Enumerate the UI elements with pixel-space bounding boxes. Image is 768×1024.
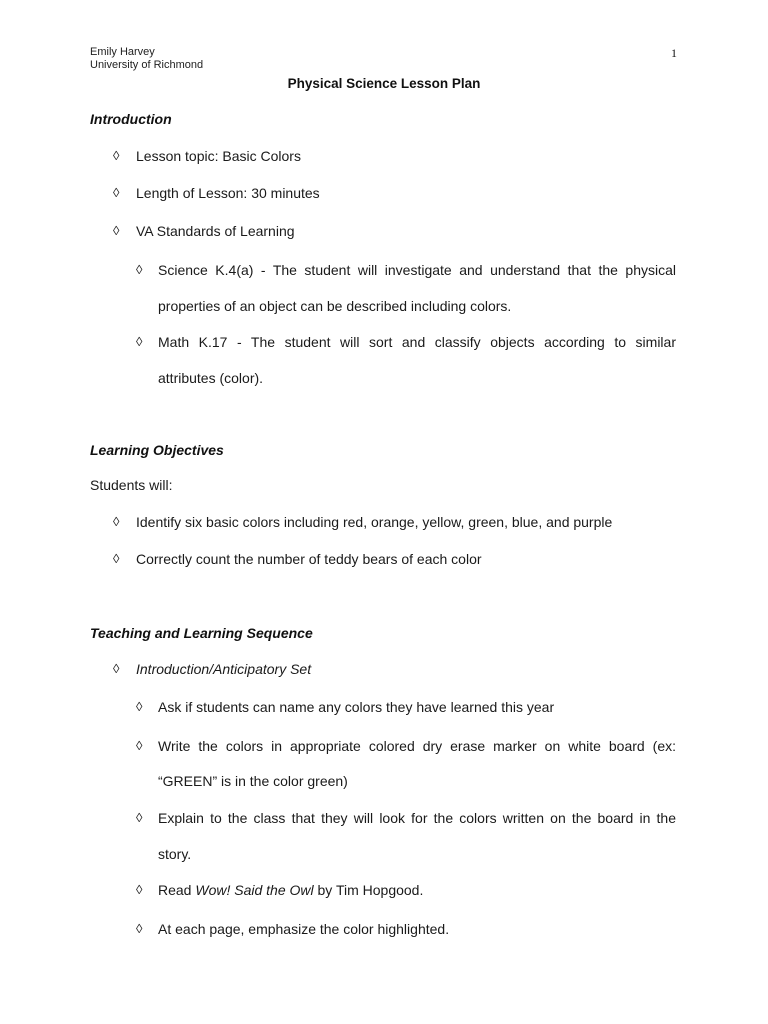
bullet-diamond-icon: ◊: [113, 551, 120, 566]
institution-name: University of Richmond: [90, 59, 204, 71]
objectives-lead: Students will:: [90, 477, 173, 493]
step-explain-line1: Explain to the class that they will look for the colors written on the board in the: [158, 810, 676, 826]
bullet-diamond-icon: ◊: [113, 223, 120, 238]
bullet-diamond-icon: ◊: [136, 334, 143, 349]
bullet-diamond-icon: ◊: [113, 185, 120, 200]
bullet-diamond-icon: ◊: [136, 738, 143, 753]
page-number: 1: [671, 46, 677, 60]
section-heading-introduction: Introduction: [90, 111, 172, 127]
document-title: Physical Science Lesson Plan: [287, 76, 481, 91]
sequence-subheading: Introduction/Anticipatory Set: [136, 661, 312, 677]
intro-item-standards: VA Standards of Learning: [136, 223, 295, 239]
bullet-diamond-icon: ◊: [136, 921, 143, 936]
bullet-diamond-icon: ◊: [136, 882, 143, 897]
step-read-book: [158, 882, 423, 898]
standard-science-line2: properties of an object can be described including colors.: [158, 298, 512, 314]
standard-science-line1: Science K.4(a) - The student will investigate and understand that the physical: [158, 262, 676, 278]
bullet-diamond-icon: ◊: [136, 262, 143, 277]
step-explain-line2: story.: [158, 846, 192, 862]
step-read-suffix: by Tim Hopgood.: [313, 882, 424, 898]
bullet-diamond-icon: ◊: [113, 514, 120, 529]
step-read-prefix: Read: [158, 882, 196, 898]
step-write-colors-line2: “GREEN” is in the color green): [158, 773, 348, 789]
intro-item-topic: Lesson topic: Basic Colors: [136, 148, 301, 164]
objective-item-count: Correctly count the number of teddy bears of each color: [136, 551, 482, 567]
standard-math-line2: attributes (color).: [158, 370, 264, 386]
section-heading-sequence: Teaching and Learning Sequence: [90, 625, 313, 641]
step-write-colors-line1: Write the colors in appropriate colored dry erase marker on white board (ex:: [158, 738, 676, 754]
bullet-diamond-icon: ◊: [136, 810, 143, 825]
bullet-diamond-icon: ◊: [113, 148, 120, 163]
section-heading-objectives: Learning Objectives: [90, 442, 224, 458]
standard-math-line1: Math K.17 - The student will sort and classify objects according to similar: [158, 334, 676, 350]
bullet-diamond-icon: ◊: [136, 699, 143, 714]
bullet-diamond-icon: ◊: [113, 661, 120, 676]
book-title: Wow! Said the Owl: [195, 882, 314, 898]
intro-item-length: Length of Lesson: 30 minutes: [136, 185, 320, 201]
author-name: Emily Harvey: [90, 46, 155, 58]
step-emphasize: At each page, emphasize the color highlighted.: [158, 921, 450, 937]
objective-item-colors: Identify six basic colors including red, orange, yellow, green, blue, and purple: [136, 514, 613, 530]
step-ask-students: Ask if students can name any colors they have learned this year: [158, 699, 555, 715]
